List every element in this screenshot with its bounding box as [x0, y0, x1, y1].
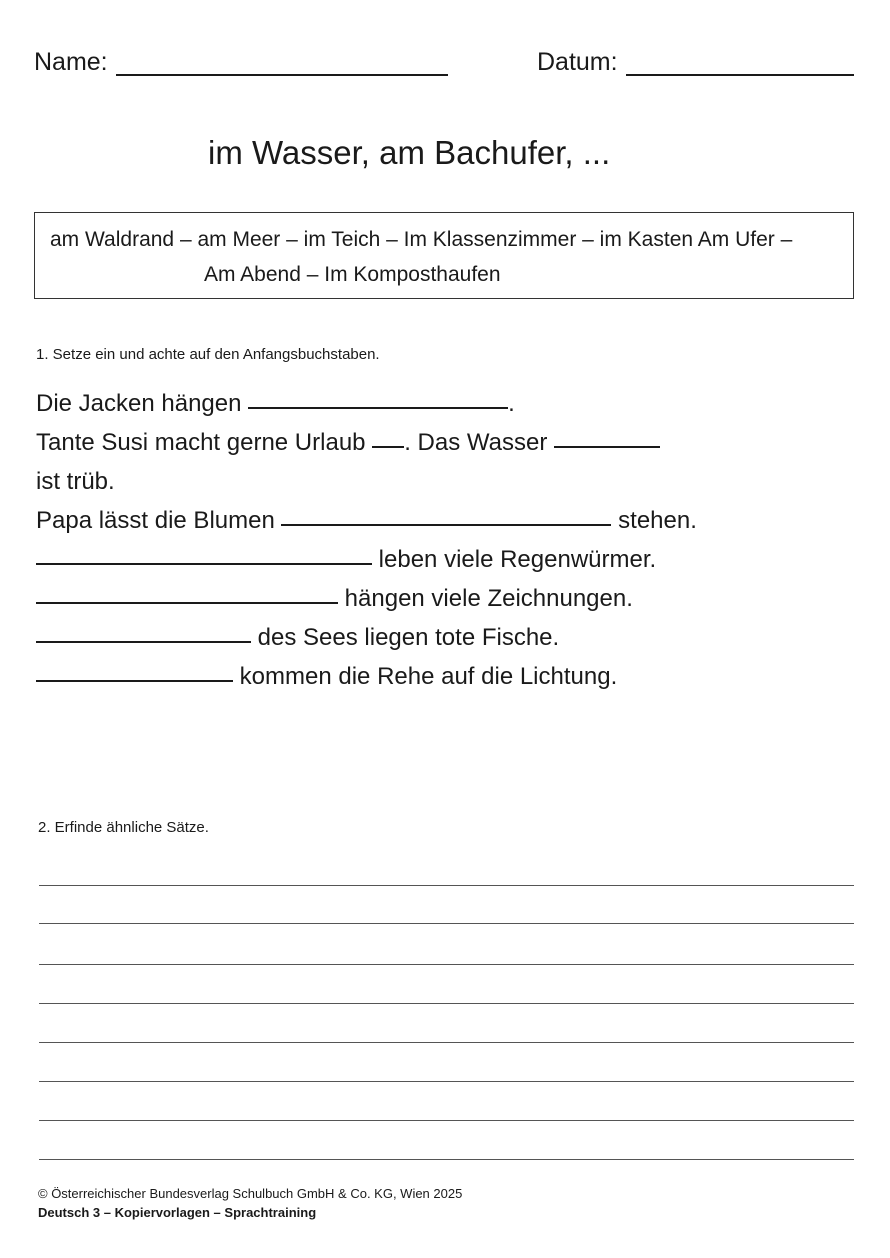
sentence-5-text: leben viele Regenwürmer. — [378, 546, 657, 573]
sentence-8-text: kommen die Rehe auf die Lichtung. — [239, 663, 618, 690]
writing-line[interactable] — [39, 1081, 854, 1082]
series-text: Deutsch 3 – Kopiervorlagen – Sprachtraining — [38, 1205, 317, 1220]
word-box-line-2: Am Abend – Im Komposthaufen — [204, 263, 501, 286]
sentence-3: ist trüb. — [36, 468, 115, 495]
sentence-2-blank-2[interactable] — [554, 445, 660, 448]
sentence-5-blank[interactable] — [36, 562, 372, 565]
sentence-7-blank[interactable] — [36, 640, 251, 643]
writing-line[interactable] — [39, 964, 854, 965]
sentence-1-blank[interactable] — [248, 406, 508, 409]
sentence-2-blank-1[interactable] — [372, 445, 404, 448]
writing-line[interactable] — [39, 1120, 854, 1121]
sentence-2 — [36, 429, 660, 457]
name-label: Name: — [34, 48, 108, 76]
sentence-6-text: hängen viele Zeichnungen. — [344, 585, 633, 612]
sentence-1 — [36, 390, 515, 418]
date-label: Datum: — [537, 48, 618, 76]
sentence-7 — [36, 624, 559, 652]
sentence-8 — [36, 663, 617, 691]
sentence-6-blank[interactable] — [36, 601, 338, 604]
sentence-6 — [36, 585, 633, 613]
sentence-2-middle: . Das Wasser — [404, 429, 548, 456]
sentence-4-text: Papa lässt die Blumen — [36, 507, 275, 534]
sentence-1-text: Die Jacken hängen — [36, 390, 242, 417]
sentence-4-blank[interactable] — [281, 523, 611, 526]
sentence-7-text: des Sees liegen tote Fische. — [257, 624, 560, 651]
writing-line[interactable] — [39, 885, 854, 886]
sentence-4-end: stehen. — [618, 507, 697, 534]
writing-line[interactable] — [39, 1042, 854, 1043]
sentence-8-blank[interactable] — [36, 679, 233, 682]
sentence-4 — [36, 507, 697, 535]
writing-line[interactable] — [39, 923, 854, 924]
task-2-instruction: 2. Erfinde ähnliche Sätze. — [38, 819, 209, 836]
name-field[interactable] — [116, 74, 448, 76]
task-1-instruction: 1. Setze ein und achte auf den Anfangsbuchstaben. — [36, 346, 380, 363]
writing-line[interactable] — [39, 1003, 854, 1004]
sentence-2-text: Tante Susi macht gerne Urlaub — [36, 429, 366, 456]
sentence-5 — [36, 546, 656, 574]
page-title: im Wasser, am Bachufer, ... — [208, 134, 611, 171]
date-field[interactable] — [626, 74, 854, 76]
sentence-1-end: . — [508, 390, 515, 417]
word-box-line-1: am Waldrand – am Meer – im Teich – Im Klassenzimmer – im Kasten Am Ufer – — [50, 228, 793, 251]
copyright-text: © Österreichischer Bundesverlag Schulbuch GmbH & Co. KG, Wien 2025 — [38, 1186, 463, 1201]
writing-line[interactable] — [39, 1159, 854, 1160]
